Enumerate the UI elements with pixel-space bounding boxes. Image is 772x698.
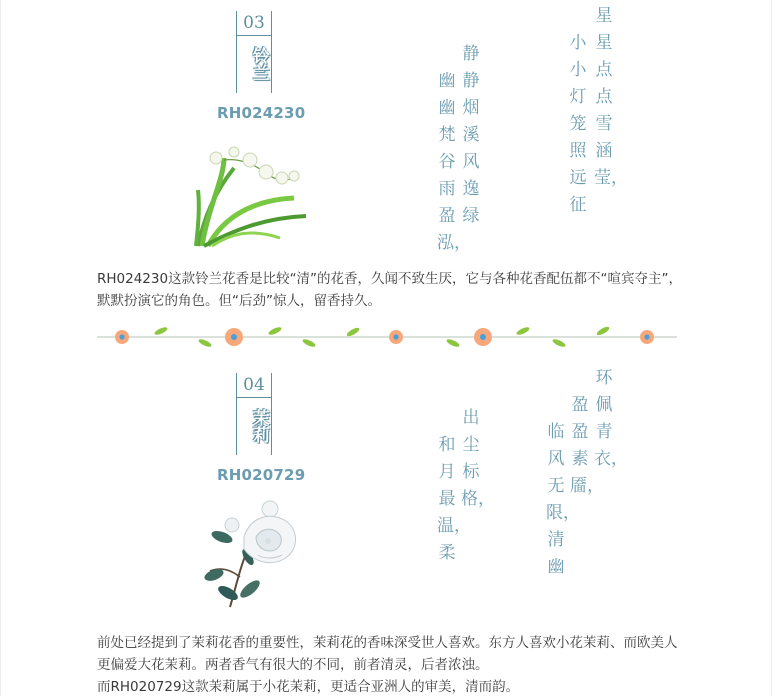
jasmine-description-line: 前处已经提到了茉莉花香的重要性，茉莉花的香味深受世人喜欢。东方人喜欢小花茉莉、而欧美人更偏爱大花茉莉。两者香气有很大的不同，前者清灵，后者浓浊。 <box>97 635 678 673</box>
poem-column: 盈盈素靥， <box>570 395 604 496</box>
jasmine-description-line: 而RH020729这款茉莉属于小花茉莉，更适合亚洲人的审美，清而韵。 <box>97 679 520 695</box>
section-name: 铃兰 <box>249 47 269 81</box>
product-code: RH020729 <box>217 466 306 484</box>
jasmine-flower-image <box>200 497 312 609</box>
poem-column: 静静烟溪风逸绿 <box>462 44 480 226</box>
floral-divider <box>97 320 677 350</box>
poem-column: 星星点点雪涵莹， <box>594 6 628 188</box>
section-number: 03 <box>237 11 271 36</box>
section-name: 茉莉 <box>249 409 269 443</box>
poem-column: 幽幽梵谷雨盈泓， <box>437 71 471 253</box>
lily-flower-image <box>194 138 310 248</box>
section-number: 04 <box>237 373 271 398</box>
jasmine-description <box>97 632 687 698</box>
poem-column: 和月最温，柔 <box>437 435 471 563</box>
section-number-box-jasmine <box>236 373 272 455</box>
poem-column: 出尘标格， <box>461 408 495 509</box>
lily-description: RH024230这款铃兰花香是比较“清”的花香，久闻不致生厌，它与各种花香配伍都不“喧宾夺主”，默默扮演它的角色。但“后劲”惊人，留香持久。 <box>97 271 683 309</box>
poem-column: 环佩青衣， <box>594 368 628 469</box>
section-number-box-lily <box>236 11 272 93</box>
page-edge-left <box>0 0 1 696</box>
product-code: RH024230 <box>217 104 306 122</box>
poem-column: 小小灯笼照远征 <box>569 33 587 215</box>
poem-column: 临风无限，清幽 <box>546 422 580 577</box>
